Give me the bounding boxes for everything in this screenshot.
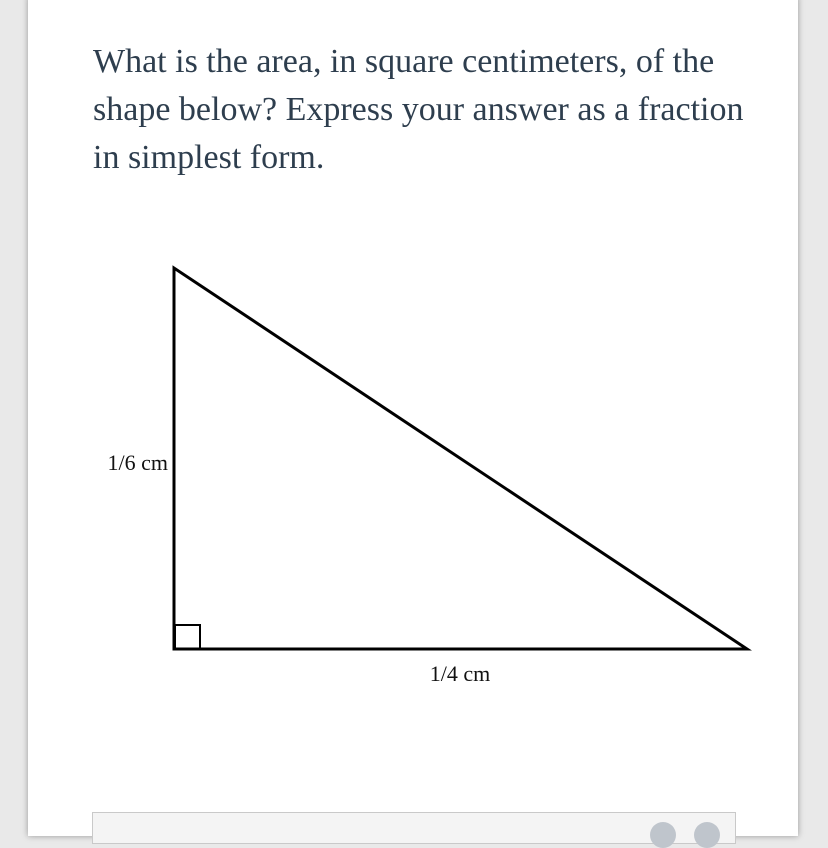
toolbar-button-icon[interactable] bbox=[694, 822, 720, 848]
base-label: 1/4 cm bbox=[429, 661, 491, 686]
toolbar-button-icon[interactable] bbox=[650, 822, 676, 848]
height-label: 1/6 cm bbox=[107, 450, 168, 475]
right-triangle bbox=[174, 268, 747, 649]
question-text: What is the area, in square centimeters, of the shape below? Express your answer as a fraction in simplest form. bbox=[93, 43, 744, 176]
answer-input[interactable] bbox=[92, 812, 736, 844]
right-angle-marker bbox=[175, 625, 200, 649]
